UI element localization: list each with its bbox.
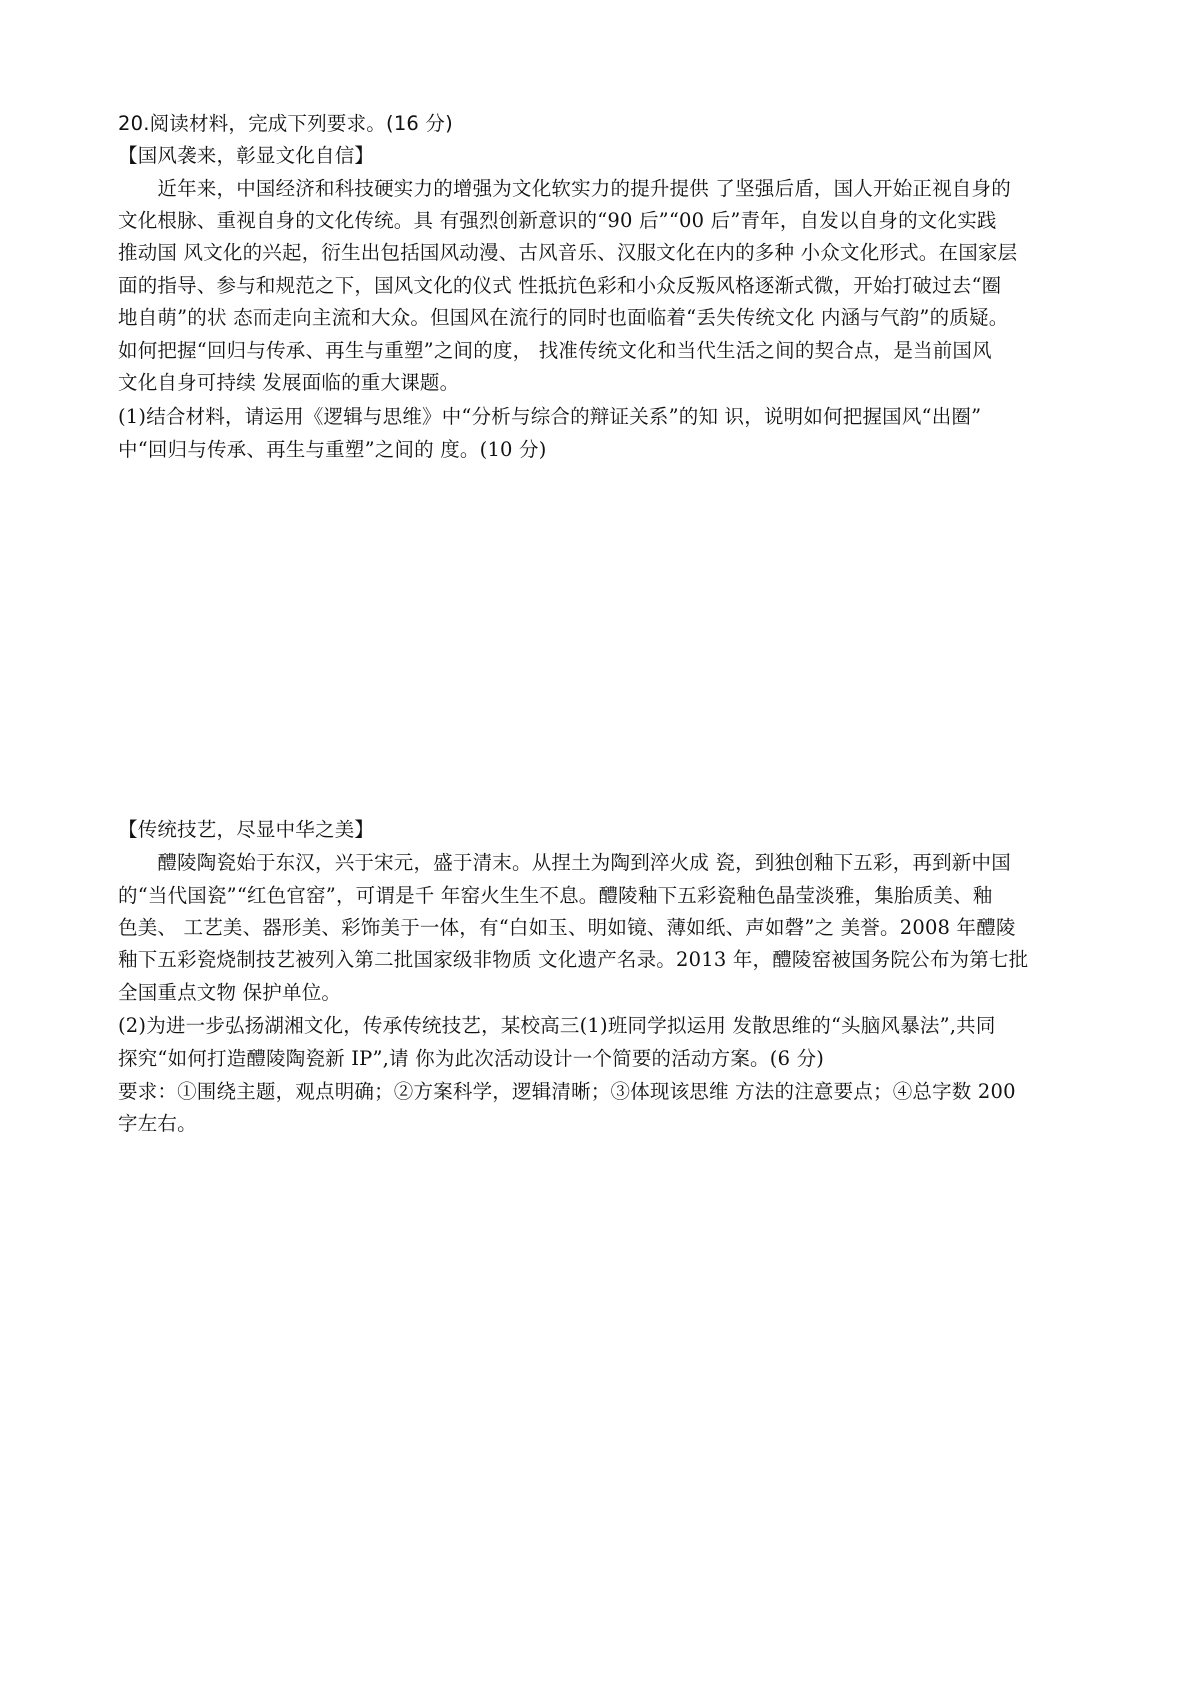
material2-line: 釉下五彩瓷烧制技艺被列入第二批国家级非物质 文化遗产名录。2013 年，醴陵窑被国务院公布为第七批 [118,948,1029,971]
material1-line: 如何把握“回归与传承、再生与重塑”之间的度， 找准传统文化和当代生活之间的契合点，是当前国风 [118,339,992,362]
requirements-line: 要求：①围绕主题，观点明确；②方案科学，逻辑清晰；③体现该思维 方法的注意要点；④总字数 200 [118,1080,1016,1103]
sub-question-2-line: (2)为进一步弘扬湖湘文化，传承传统技艺，某校高三(1)班同学拟运用 发散思维的“头脑风暴法”,共同 [118,1014,996,1037]
sub-question-1-line: (1)结合材料，请运用《逻辑与思维》中“分析与综合的辩证关系”的知 识，说明如何把握国风“出圈” [118,405,982,428]
material2-line: 的“当代国瓷”“红色官窑”，可谓是千 年窑火生生不息。醴陵釉下五彩瓷釉色晶莹淡雅，集胎质美、釉 [118,884,993,907]
material2-line: 全国重点文物 保护单位。 [118,981,342,1004]
answer-space-1 [118,475,1098,805]
sub-question-2-line: 探究“如何打造醴陵陶瓷新 IP”,请 你为此次活动设计一个简要的活动方案。(6 分) [118,1047,825,1070]
material2-title: 【传统技艺，尽显中华之美】 [118,818,375,841]
sub-question-1-line: 中“回归与传承、再生与重塑”之间的 度。(10 分) [118,438,547,461]
answer-space-2 [118,1150,1098,1650]
requirements-line: 字左右。 [118,1112,197,1135]
question-header: 20.阅读材料，完成下列要求。(16 分) [118,112,453,135]
material1-line: 文化根脉、重视自身的文化传统。具 有强烈创新意识的“90 后”“00 后”青年，自发以自身的文化实践 [118,209,997,232]
material2-line: 醴陵陶瓷始于东汉，兴于宋元，盛于清末。从捏土为陶到淬火成 瓷，到独创釉下五彩，再到新中国 [118,851,1011,874]
material1-line: 面的指导、参与和规范之下，国风文化的仪式 性抵抗色彩和小众反叛风格逐渐式微，开始打破过去“圈 [118,274,1002,297]
material1-line: 近年来，中国经济和科技硬实力的增强为文化软实力的提升提供 了坚强后盾，国人开始正视自身的 [118,177,1011,200]
material1-line: 地自萌”的状 态而走向主流和大众。但国风在流行的同时也面临着“丢失传统文化 内涵与气韵”的质疑。 [118,306,1009,329]
material1-line: 文化自身可持续 发展面临的重大课题。 [118,371,460,394]
material1-line: 推动国 风文化的兴起，衍生出包括国风动漫、古风音乐、汉服文化在内的多种 小众文化形式。在国家层 [118,241,1018,264]
material2-line: 色美、 工艺美、器形美、彩饰美于一体，有“白如玉、明如镜、薄如纸、声如磬”之 美誉。2008 年醴陵 [118,916,1016,939]
material1-title: 【国风袭来，彰显文化自信】 [118,144,375,167]
